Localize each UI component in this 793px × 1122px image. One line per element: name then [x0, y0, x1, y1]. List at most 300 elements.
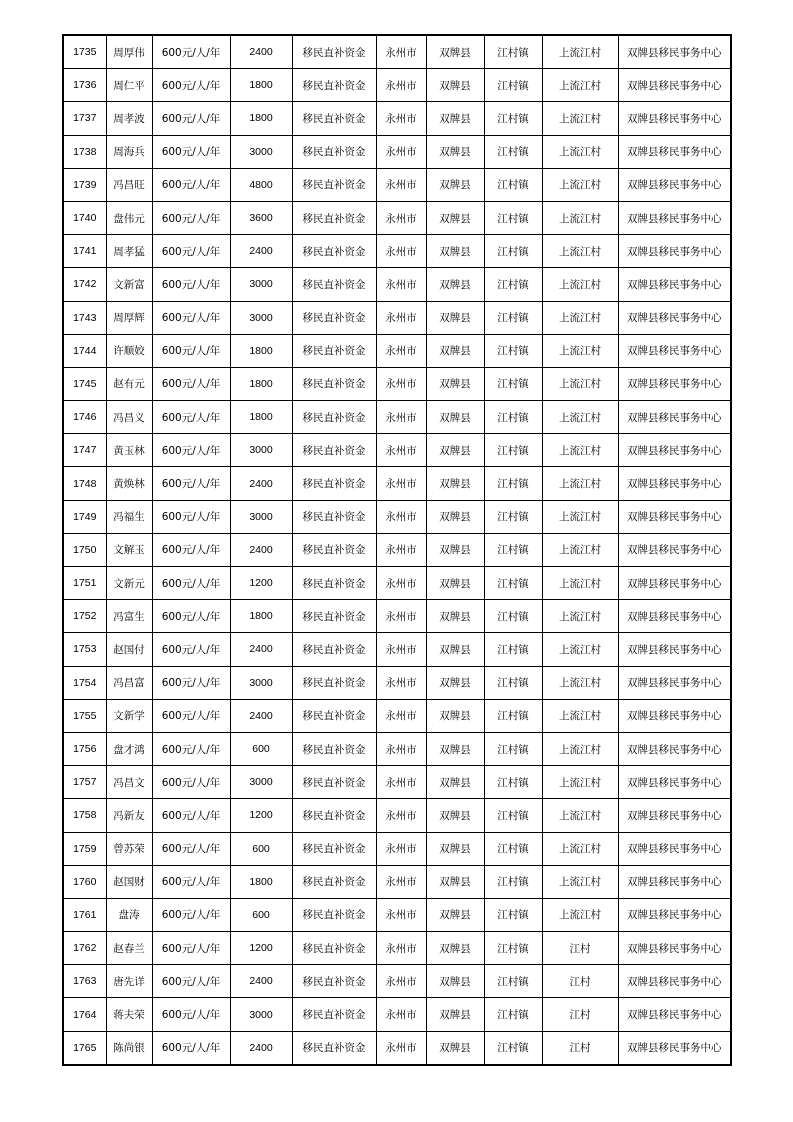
city-cell: 永州市: [376, 965, 426, 998]
amount-cell: 1200: [230, 567, 292, 600]
fund-type-cell: 移民直补资金: [292, 633, 376, 666]
county-cell: 双牌县: [426, 965, 484, 998]
amount-cell: 3000: [230, 268, 292, 301]
row-number-cell: 1745: [63, 367, 106, 400]
amount-cell: 1800: [230, 865, 292, 898]
row-number-cell: 1748: [63, 467, 106, 500]
village-cell: 上流江村: [542, 865, 618, 898]
agency-cell: 双牌县移民事务中心: [618, 732, 731, 765]
city-cell: 永州市: [376, 235, 426, 268]
row-number-cell: 1747: [63, 434, 106, 467]
city-cell: 永州市: [376, 699, 426, 732]
amount-cell: 600: [230, 732, 292, 765]
village-cell: 上流江村: [542, 600, 618, 633]
village-cell: 上流江村: [542, 434, 618, 467]
name-cell: 冯昌富: [106, 666, 152, 699]
fund-type-cell: 移民直补资金: [292, 301, 376, 334]
agency-cell: 双牌县移民事务中心: [618, 1031, 731, 1065]
agency-cell: 双牌县移民事务中心: [618, 367, 731, 400]
name-cell: 冯昌旺: [106, 168, 152, 201]
standard-cell: 600元/人/年: [152, 434, 230, 467]
agency-cell: 双牌县移民事务中心: [618, 699, 731, 732]
county-cell: 双牌县: [426, 334, 484, 367]
standard-cell: 600元/人/年: [152, 69, 230, 102]
fund-type-cell: 移民直补资金: [292, 401, 376, 434]
table-body: [63, 35, 731, 1065]
city-cell: 永州市: [376, 69, 426, 102]
amount-cell: 2400: [230, 1031, 292, 1065]
village-cell: 上流江村: [542, 69, 618, 102]
county-cell: 双牌县: [426, 102, 484, 135]
standard-cell: 600元/人/年: [152, 201, 230, 234]
table-row: [63, 799, 731, 832]
row-number-cell: 1762: [63, 932, 106, 965]
county-cell: 双牌县: [426, 367, 484, 400]
agency-cell: 双牌县移民事务中心: [618, 334, 731, 367]
amount-cell: 1800: [230, 401, 292, 434]
village-cell: 上流江村: [542, 367, 618, 400]
amount-cell: 3000: [230, 998, 292, 1031]
row-number-cell: 1742: [63, 268, 106, 301]
county-cell: 双牌县: [426, 201, 484, 234]
fund-type-cell: 移民直补资金: [292, 201, 376, 234]
name-cell: 唐先详: [106, 965, 152, 998]
fund-type-cell: 移民直补资金: [292, 699, 376, 732]
town-cell: 江村镇: [484, 235, 542, 268]
village-cell: 上流江村: [542, 102, 618, 135]
fund-type-cell: 移民直补资金: [292, 533, 376, 566]
name-cell: 周海兵: [106, 135, 152, 168]
fund-type-cell: 移民直补资金: [292, 467, 376, 500]
town-cell: 江村镇: [484, 268, 542, 301]
town-cell: 江村镇: [484, 898, 542, 931]
village-cell: 江村: [542, 965, 618, 998]
row-number-cell: 1749: [63, 500, 106, 533]
city-cell: 永州市: [376, 766, 426, 799]
name-cell: 盘才鸿: [106, 732, 152, 765]
name-cell: 赵春兰: [106, 932, 152, 965]
county-cell: 双牌县: [426, 1031, 484, 1065]
town-cell: 江村镇: [484, 600, 542, 633]
city-cell: 永州市: [376, 567, 426, 600]
standard-cell: 600元/人/年: [152, 500, 230, 533]
row-number-cell: 1761: [63, 898, 106, 931]
name-cell: 蒋夫荣: [106, 998, 152, 1031]
agency-cell: 双牌县移民事务中心: [618, 998, 731, 1031]
row-number-cell: 1736: [63, 69, 106, 102]
amount-cell: 4800: [230, 168, 292, 201]
town-cell: 江村镇: [484, 1031, 542, 1065]
town-cell: 江村镇: [484, 367, 542, 400]
row-number-cell: 1763: [63, 965, 106, 998]
town-cell: 江村镇: [484, 102, 542, 135]
city-cell: 永州市: [376, 35, 426, 69]
city-cell: 永州市: [376, 998, 426, 1031]
county-cell: 双牌县: [426, 69, 484, 102]
table-row: [63, 235, 731, 268]
row-number-cell: 1765: [63, 1031, 106, 1065]
table-row: [63, 732, 731, 765]
fund-type-cell: 移民直补资金: [292, 898, 376, 931]
city-cell: 永州市: [376, 898, 426, 931]
agency-cell: 双牌县移民事务中心: [618, 666, 731, 699]
fund-type-cell: 移民直补资金: [292, 666, 376, 699]
county-cell: 双牌县: [426, 865, 484, 898]
fund-type-cell: 移民直补资金: [292, 168, 376, 201]
agency-cell: 双牌县移民事务中心: [618, 633, 731, 666]
standard-cell: 600元/人/年: [152, 135, 230, 168]
row-number-cell: 1739: [63, 168, 106, 201]
agency-cell: 双牌县移民事务中心: [618, 932, 731, 965]
agency-cell: 双牌县移民事务中心: [618, 301, 731, 334]
standard-cell: 600元/人/年: [152, 102, 230, 135]
county-cell: 双牌县: [426, 168, 484, 201]
amount-cell: 3000: [230, 500, 292, 533]
village-cell: 上流江村: [542, 832, 618, 865]
village-cell: 上流江村: [542, 168, 618, 201]
city-cell: 永州市: [376, 334, 426, 367]
name-cell: 赵国财: [106, 865, 152, 898]
city-cell: 永州市: [376, 168, 426, 201]
amount-cell: 2400: [230, 965, 292, 998]
agency-cell: 双牌县移民事务中心: [618, 500, 731, 533]
city-cell: 永州市: [376, 102, 426, 135]
village-cell: 上流江村: [542, 334, 618, 367]
table-row: [63, 401, 731, 434]
name-cell: 周仁平: [106, 69, 152, 102]
row-number-cell: 1752: [63, 600, 106, 633]
table-row: [63, 600, 731, 633]
amount-cell: 1200: [230, 799, 292, 832]
town-cell: 江村镇: [484, 799, 542, 832]
fund-type-cell: 移民直补资金: [292, 965, 376, 998]
table-row: [63, 434, 731, 467]
table-row: [63, 1031, 731, 1065]
row-number-cell: 1741: [63, 235, 106, 268]
town-cell: 江村镇: [484, 932, 542, 965]
standard-cell: 600元/人/年: [152, 1031, 230, 1065]
county-cell: 双牌县: [426, 500, 484, 533]
town-cell: 江村镇: [484, 865, 542, 898]
amount-cell: 3000: [230, 434, 292, 467]
city-cell: 永州市: [376, 401, 426, 434]
county-cell: 双牌县: [426, 932, 484, 965]
city-cell: 永州市: [376, 500, 426, 533]
city-cell: 永州市: [376, 865, 426, 898]
standard-cell: 600元/人/年: [152, 932, 230, 965]
fund-type-cell: 移民直补资金: [292, 567, 376, 600]
agency-cell: 双牌县移民事务中心: [618, 235, 731, 268]
table-row: [63, 965, 731, 998]
city-cell: 永州市: [376, 434, 426, 467]
fund-type-cell: 移民直补资金: [292, 434, 376, 467]
name-cell: 赵国付: [106, 633, 152, 666]
county-cell: 双牌县: [426, 699, 484, 732]
fund-type-cell: 移民直补资金: [292, 1031, 376, 1065]
amount-cell: 2400: [230, 467, 292, 500]
standard-cell: 600元/人/年: [152, 766, 230, 799]
town-cell: 江村镇: [484, 401, 542, 434]
city-cell: 永州市: [376, 932, 426, 965]
fund-type-cell: 移民直补资金: [292, 932, 376, 965]
village-cell: 上流江村: [542, 699, 618, 732]
table-row: [63, 766, 731, 799]
table-row: [63, 500, 731, 533]
county-cell: 双牌县: [426, 467, 484, 500]
table-row: [63, 334, 731, 367]
standard-cell: 600元/人/年: [152, 35, 230, 69]
standard-cell: 600元/人/年: [152, 235, 230, 268]
row-number-cell: 1755: [63, 699, 106, 732]
county-cell: 双牌县: [426, 434, 484, 467]
agency-cell: 双牌县移民事务中心: [618, 401, 731, 434]
town-cell: 江村镇: [484, 168, 542, 201]
standard-cell: 600元/人/年: [152, 334, 230, 367]
city-cell: 永州市: [376, 467, 426, 500]
village-cell: 上流江村: [542, 135, 618, 168]
city-cell: 永州市: [376, 600, 426, 633]
fund-type-cell: 移民直补资金: [292, 799, 376, 832]
name-cell: 文新富: [106, 268, 152, 301]
village-cell: 江村: [542, 1031, 618, 1065]
standard-cell: 600元/人/年: [152, 533, 230, 566]
name-cell: 黄玉林: [106, 434, 152, 467]
standard-cell: 600元/人/年: [152, 799, 230, 832]
agency-cell: 双牌县移民事务中心: [618, 533, 731, 566]
fund-type-cell: 移民直补资金: [292, 235, 376, 268]
town-cell: 江村镇: [484, 998, 542, 1031]
table-row: [63, 567, 731, 600]
row-number-cell: 1759: [63, 832, 106, 865]
standard-cell: 600元/人/年: [152, 699, 230, 732]
amount-cell: 1800: [230, 102, 292, 135]
name-cell: 赵有元: [106, 367, 152, 400]
town-cell: 江村镇: [484, 201, 542, 234]
village-cell: 上流江村: [542, 732, 618, 765]
county-cell: 双牌县: [426, 401, 484, 434]
town-cell: 江村镇: [484, 633, 542, 666]
table-row: [63, 666, 731, 699]
county-cell: 双牌县: [426, 799, 484, 832]
amount-cell: 2400: [230, 235, 292, 268]
village-cell: 上流江村: [542, 301, 618, 334]
agency-cell: 双牌县移民事务中心: [618, 567, 731, 600]
name-cell: 冯富生: [106, 600, 152, 633]
city-cell: 永州市: [376, 201, 426, 234]
city-cell: 永州市: [376, 732, 426, 765]
standard-cell: 600元/人/年: [152, 168, 230, 201]
name-cell: 文新学: [106, 699, 152, 732]
agency-cell: 双牌县移民事务中心: [618, 434, 731, 467]
town-cell: 江村镇: [484, 832, 542, 865]
agency-cell: 双牌县移民事务中心: [618, 766, 731, 799]
town-cell: 江村镇: [484, 666, 542, 699]
standard-cell: 600元/人/年: [152, 467, 230, 500]
standard-cell: 600元/人/年: [152, 832, 230, 865]
fund-type-cell: 移民直补资金: [292, 69, 376, 102]
table-row: [63, 467, 731, 500]
village-cell: 上流江村: [542, 567, 618, 600]
town-cell: 江村镇: [484, 301, 542, 334]
city-cell: 永州市: [376, 666, 426, 699]
village-cell: 上流江村: [542, 898, 618, 931]
city-cell: 永州市: [376, 832, 426, 865]
village-cell: 上流江村: [542, 268, 618, 301]
village-cell: 江村: [542, 932, 618, 965]
row-number-cell: 1760: [63, 865, 106, 898]
table-row: [63, 102, 731, 135]
table-row: [63, 865, 731, 898]
table-row: [63, 633, 731, 666]
town-cell: 江村镇: [484, 434, 542, 467]
village-cell: 上流江村: [542, 235, 618, 268]
county-cell: 双牌县: [426, 732, 484, 765]
row-number-cell: 1756: [63, 732, 106, 765]
county-cell: 双牌县: [426, 766, 484, 799]
village-cell: 上流江村: [542, 201, 618, 234]
name-cell: 陈尚银: [106, 1031, 152, 1065]
town-cell: 江村镇: [484, 965, 542, 998]
row-number-cell: 1758: [63, 799, 106, 832]
agency-cell: 双牌县移民事务中心: [618, 201, 731, 234]
town-cell: 江村镇: [484, 732, 542, 765]
town-cell: 江村镇: [484, 135, 542, 168]
county-cell: 双牌县: [426, 666, 484, 699]
village-cell: 上流江村: [542, 533, 618, 566]
amount-cell: 3000: [230, 666, 292, 699]
amount-cell: 2400: [230, 699, 292, 732]
fund-type-cell: 移民直补资金: [292, 135, 376, 168]
table-row: [63, 69, 731, 102]
name-cell: 盘涛: [106, 898, 152, 931]
city-cell: 永州市: [376, 533, 426, 566]
agency-cell: 双牌县移民事务中心: [618, 168, 731, 201]
amount-cell: 2400: [230, 633, 292, 666]
village-cell: 上流江村: [542, 666, 618, 699]
county-cell: 双牌县: [426, 633, 484, 666]
town-cell: 江村镇: [484, 699, 542, 732]
table-row: [63, 268, 731, 301]
agency-cell: 双牌县移民事务中心: [618, 35, 731, 69]
county-cell: 双牌县: [426, 35, 484, 69]
fund-type-cell: 移民直补资金: [292, 268, 376, 301]
agency-cell: 双牌县移民事务中心: [618, 865, 731, 898]
county-cell: 双牌县: [426, 998, 484, 1031]
county-cell: 双牌县: [426, 898, 484, 931]
name-cell: 冯昌义: [106, 401, 152, 434]
village-cell: 上流江村: [542, 35, 618, 69]
table-row: [63, 699, 731, 732]
village-cell: 上流江村: [542, 766, 618, 799]
county-cell: 双牌县: [426, 567, 484, 600]
amount-cell: 3000: [230, 135, 292, 168]
county-cell: 双牌县: [426, 832, 484, 865]
fund-type-cell: 移民直补资金: [292, 367, 376, 400]
row-number-cell: 1751: [63, 567, 106, 600]
standard-cell: 600元/人/年: [152, 401, 230, 434]
amount-cell: 1800: [230, 69, 292, 102]
name-cell: 周孝波: [106, 102, 152, 135]
village-cell: 上流江村: [542, 633, 618, 666]
agency-cell: 双牌县移民事务中心: [618, 799, 731, 832]
standard-cell: 600元/人/年: [152, 567, 230, 600]
fund-type-cell: 移民直补资金: [292, 998, 376, 1031]
county-cell: 双牌县: [426, 600, 484, 633]
town-cell: 江村镇: [484, 69, 542, 102]
agency-cell: 双牌县移民事务中心: [618, 898, 731, 931]
fund-type-cell: 移民直补资金: [292, 766, 376, 799]
city-cell: 永州市: [376, 301, 426, 334]
row-number-cell: 1753: [63, 633, 106, 666]
standard-cell: 600元/人/年: [152, 600, 230, 633]
city-cell: 永州市: [376, 367, 426, 400]
city-cell: 永州市: [376, 268, 426, 301]
standard-cell: 600元/人/年: [152, 268, 230, 301]
city-cell: 永州市: [376, 633, 426, 666]
standard-cell: 600元/人/年: [152, 367, 230, 400]
amount-cell: 3000: [230, 301, 292, 334]
city-cell: 永州市: [376, 799, 426, 832]
county-cell: 双牌县: [426, 235, 484, 268]
fund-type-cell: 移民直补资金: [292, 102, 376, 135]
table-row: [63, 135, 731, 168]
table-row: [63, 367, 731, 400]
standard-cell: 600元/人/年: [152, 898, 230, 931]
row-number-cell: 1743: [63, 301, 106, 334]
city-cell: 永州市: [376, 135, 426, 168]
amount-cell: 2400: [230, 533, 292, 566]
village-cell: 江村: [542, 998, 618, 1031]
town-cell: 江村镇: [484, 533, 542, 566]
fund-type-cell: 移民直补资金: [292, 35, 376, 69]
amount-cell: 3600: [230, 201, 292, 234]
fund-type-cell: 移民直补资金: [292, 865, 376, 898]
row-number-cell: 1757: [63, 766, 106, 799]
amount-cell: 1800: [230, 367, 292, 400]
name-cell: 冯福生: [106, 500, 152, 533]
standard-cell: 600元/人/年: [152, 633, 230, 666]
row-number-cell: 1754: [63, 666, 106, 699]
name-cell: 盘伟元: [106, 201, 152, 234]
city-cell: 永州市: [376, 1031, 426, 1065]
table-row: [63, 533, 731, 566]
fund-type-cell: 移民直补资金: [292, 732, 376, 765]
name-cell: 周厚伟: [106, 35, 152, 69]
table-row: [63, 35, 731, 69]
name-cell: 许顺姣: [106, 334, 152, 367]
row-number-cell: 1746: [63, 401, 106, 434]
town-cell: 江村镇: [484, 766, 542, 799]
name-cell: 冯昌文: [106, 766, 152, 799]
row-number-cell: 1744: [63, 334, 106, 367]
town-cell: 江村镇: [484, 467, 542, 500]
standard-cell: 600元/人/年: [152, 865, 230, 898]
row-number-cell: 1750: [63, 533, 106, 566]
row-number-cell: 1764: [63, 998, 106, 1031]
town-cell: 江村镇: [484, 500, 542, 533]
village-cell: 上流江村: [542, 401, 618, 434]
standard-cell: 600元/人/年: [152, 965, 230, 998]
name-cell: 曾苏荣: [106, 832, 152, 865]
row-number-cell: 1738: [63, 135, 106, 168]
agency-cell: 双牌县移民事务中心: [618, 69, 731, 102]
name-cell: 文解玉: [106, 533, 152, 566]
town-cell: 江村镇: [484, 35, 542, 69]
standard-cell: 600元/人/年: [152, 732, 230, 765]
fund-type-cell: 移民直补资金: [292, 832, 376, 865]
county-cell: 双牌县: [426, 533, 484, 566]
name-cell: 黄焕林: [106, 467, 152, 500]
